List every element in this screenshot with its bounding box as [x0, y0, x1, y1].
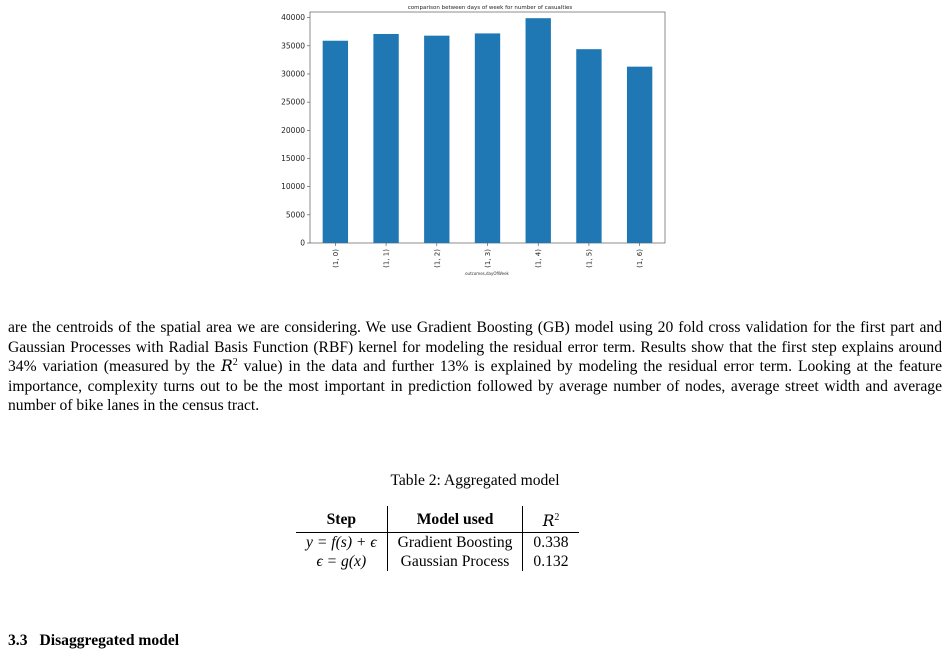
paragraph-text-1: are the centroids of the spatial area we are considering. We use Gradient Boosting (GB) model using 20 fold cross validation for the first part and Gaussian Processes with Radial Basis Function (RBF) kernel for modeling the residual error term. Results show that the first step explains around 34% variation (measured by the [8, 319, 942, 376]
x-tick-label: (1, 0) [331, 249, 340, 268]
x-tick-label: (1, 6) [636, 249, 645, 268]
y-axis [281, 13, 310, 247]
row-model: Gradient Boosting [387, 533, 523, 553]
table-row [296, 533, 579, 553]
row-r2: 0.132 [533, 553, 569, 571]
header-r2-symbol: R [542, 512, 555, 531]
y-tick-label: 5000 [285, 210, 305, 220]
header-r2 [523, 506, 579, 533]
section-title: Disaggregated model [39, 632, 180, 649]
r2-exponent: 2 [232, 357, 238, 368]
body-paragraph [8, 318, 942, 416]
bar [627, 67, 652, 243]
y-tick-label: 15000 [281, 153, 305, 163]
x-axis-label: outcomes,dayOfWeek [465, 271, 509, 276]
header-r2-exponent: 2 [554, 512, 560, 523]
y-tick-label: 40000 [281, 13, 305, 23]
y-tick-label: 25000 [281, 97, 305, 107]
table-header-row [296, 506, 579, 533]
bar [373, 34, 398, 243]
x-tick-label: (1, 4) [534, 249, 543, 268]
bar [526, 18, 551, 243]
chart-svg [250, 0, 690, 285]
y-tick-label: 0 [300, 238, 305, 248]
x-tick-label: (1, 5) [585, 249, 594, 268]
bars [323, 18, 653, 243]
y-tick-label: 20000 [281, 125, 305, 135]
row-r2: 0.338 [533, 534, 569, 552]
table-row [296, 552, 579, 571]
y-tick-label: 35000 [281, 41, 305, 51]
x-tick-label: (1, 1) [382, 249, 391, 268]
table-caption: Table 2: Aggregated model [390, 472, 560, 489]
bar-chart [250, 0, 690, 285]
x-tick-label: (1, 3) [484, 249, 492, 268]
r2-symbol: R [220, 357, 233, 376]
section-number: 3.3 [8, 632, 28, 649]
section-heading [8, 632, 179, 650]
x-tick-label: (1, 2) [433, 249, 442, 268]
bar [475, 33, 500, 243]
row-step: y = f(s) + ϵ [306, 534, 377, 552]
row-model: Gaussian Process [387, 552, 523, 571]
y-tick-label: 10000 [281, 182, 305, 192]
y-tick-label: 30000 [281, 69, 305, 79]
header-step: Step [296, 506, 387, 533]
row-step: ϵ = g(x) [316, 553, 367, 571]
chart-title: comparison between days of week for number of casualties [407, 5, 573, 11]
aggregated-model-table [296, 506, 579, 571]
bar [323, 41, 348, 243]
header-model: Model used [387, 506, 523, 533]
paragraph-text-2: value) in the data and further 13% is explained by modeling the residual error term. Looking at the feature importance, complexity turns out to be the most important in prediction followed by average number of nodes, average street width and average number of bike lanes in the census tract. [8, 358, 942, 415]
bar [424, 36, 449, 243]
bar [576, 49, 601, 243]
x-axis [332, 243, 644, 268]
